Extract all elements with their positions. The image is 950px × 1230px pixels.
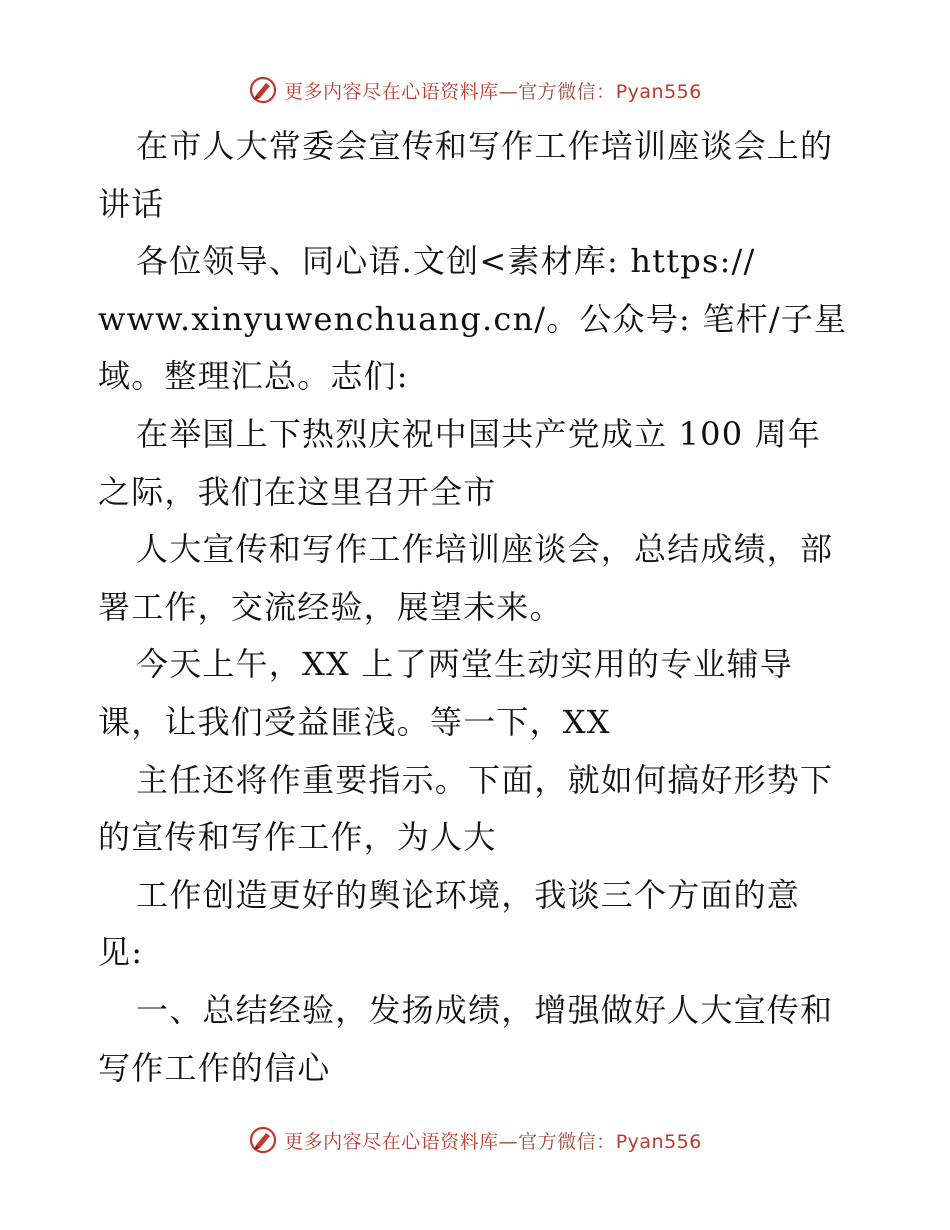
section-heading-line: 写作工作的信心 bbox=[98, 1048, 331, 1087]
banner-wechat-label: 官方微信： bbox=[518, 1130, 616, 1153]
pen-logo-icon bbox=[248, 75, 278, 105]
paragraph-line: 主任还将作重要指示。下面，就如何搞好形势下 bbox=[136, 760, 834, 799]
banner-text bbox=[284, 1127, 702, 1154]
banner-wechat-id: Pyan556 bbox=[615, 1130, 702, 1153]
pen-logo-icon bbox=[248, 1125, 278, 1155]
paragraph-line: 的宣传和写作工作，为人大 bbox=[98, 818, 497, 857]
document-body bbox=[98, 118, 858, 1097]
paragraph-line: 工作创造更好的舆论环境，我谈三个方面的意 bbox=[136, 875, 801, 914]
paragraph-line: 课，让我们受益匪浅。等一下，XX bbox=[98, 702, 611, 741]
banner-separator: — bbox=[498, 80, 519, 103]
paragraph-line: 人大宣传和写作工作培训座谈会，总结成绩，部 bbox=[136, 530, 834, 569]
title-line-1: 在市人大常委会宣传和写作工作培训座谈会上的 bbox=[136, 127, 834, 165]
footer-watermark-banner bbox=[0, 1120, 950, 1160]
header-watermark-banner bbox=[0, 70, 950, 110]
banner-text bbox=[284, 77, 702, 104]
paragraph-line: www.xinyuwenchuang.cn/。公众号: 笔杆/子星 bbox=[98, 299, 848, 338]
paragraph-line: 之际，我们在这里召开全市 bbox=[98, 472, 497, 511]
section-heading-line: 一、总结经验，发扬成绩，增强做好人大宣传和 bbox=[136, 990, 834, 1029]
banner-wechat-id: Pyan556 bbox=[615, 80, 702, 103]
paragraph-line: 今天上午，XX 上了两堂生动实用的专业辅导 bbox=[136, 645, 793, 684]
title-line-2: 讲话 bbox=[98, 184, 165, 223]
paragraph-line: 见: bbox=[98, 933, 144, 972]
paragraph-line: 在举国上下热烈庆祝中国共产党成立 100 周年 bbox=[136, 414, 822, 453]
paragraph-line: 各位领导、同心语.文创<素材库: https:// bbox=[136, 242, 756, 281]
paragraph-line: 署工作，交流经验，展望未来。 bbox=[98, 587, 563, 626]
banner-separator: — bbox=[498, 1130, 519, 1153]
banner-brand-text: 更多内容尽在心语资料库 bbox=[284, 1130, 499, 1153]
banner-wechat-label: 官方微信： bbox=[518, 80, 616, 103]
paragraph-line: 域。整理汇总。志们: bbox=[98, 357, 409, 396]
banner-brand-text: 更多内容尽在心语资料库 bbox=[284, 80, 499, 103]
